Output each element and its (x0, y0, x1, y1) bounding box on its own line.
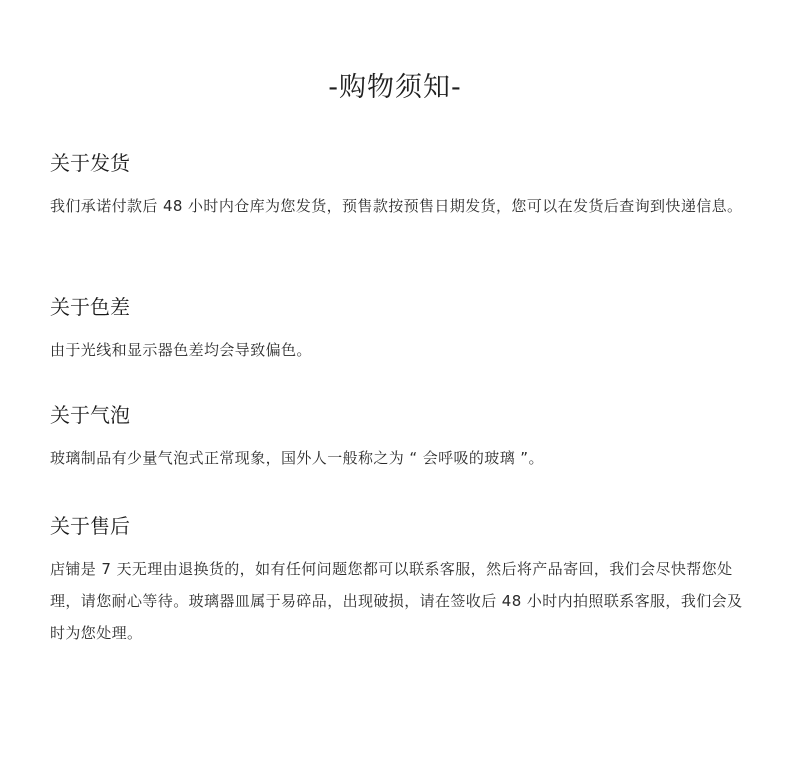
page-title: -购物须知- (328, 72, 462, 103)
section-body-after-sales: 店铺是 7 天无理由退换货的，如有任何问题您都可以联系客服，然后将产品寄回，我们会尽快帮您处理，请您耐心等待。玻璃器皿属于易碎品，出现破损，请在签收后 48 小时内拍照联系客服，我们会及时为您处理。 (50, 560, 743, 642)
section-heading-bubbles: 关于气泡 (50, 400, 132, 430)
section-heading-shipping: 关于发货 (50, 148, 132, 178)
section-heading-color-difference: 关于色差 (50, 292, 132, 322)
section-bubbles (50, 400, 750, 474)
section-body-shipping: 我们承诺付款后 48 小时内仓库为您发货，预售款按预售日期发货，您可以在发货后查询到快递信息。 (50, 197, 743, 215)
section-body-bubbles: 玻璃制品有少量气泡式正常现象，国外人一般称之为 “ 会呼吸的玻璃 ”。 (50, 449, 544, 467)
section-color-difference (50, 292, 750, 366)
section-heading-after-sales: 关于售后 (50, 511, 132, 541)
section-body-color-difference: 由于光线和显示器色差均会导致偏色。 (50, 341, 312, 359)
section-after-sales (50, 511, 750, 649)
section-shipping (50, 148, 750, 222)
